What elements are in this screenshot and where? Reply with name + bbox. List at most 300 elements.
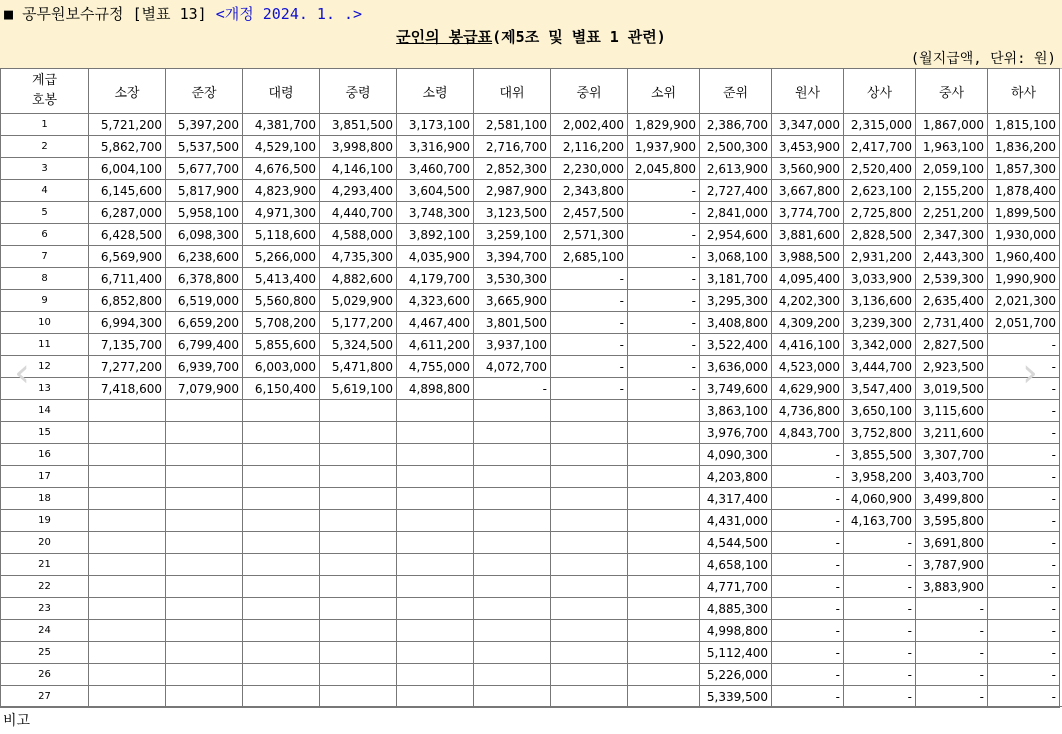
table-row <box>1 422 1060 444</box>
salary-cell <box>243 576 320 598</box>
salary-cell <box>397 532 474 554</box>
salary-cell: 6,238,600 <box>166 246 243 268</box>
salary-cell: - <box>988 488 1060 510</box>
salary-cell: - <box>988 598 1060 620</box>
salary-cell: 2,581,100 <box>474 114 551 136</box>
salary-cell: 4,544,500 <box>700 532 772 554</box>
salary-cell <box>166 466 243 488</box>
salary-cell: 3,347,000 <box>772 114 844 136</box>
salary-cell <box>243 554 320 576</box>
salary-cell: 6,852,800 <box>89 290 166 312</box>
table-row <box>1 202 1060 224</box>
salary-cell: - <box>772 620 844 642</box>
salary-cell <box>551 598 628 620</box>
salary-cell: 3,937,100 <box>474 334 551 356</box>
salary-cell <box>397 686 474 708</box>
salary-cell: - <box>551 378 628 400</box>
table-row <box>1 686 1060 708</box>
salary-cell: 4,771,700 <box>700 576 772 598</box>
salary-cell: 7,135,700 <box>89 334 166 356</box>
salary-cell: 5,619,100 <box>320 378 397 400</box>
salary-cell: 1,937,900 <box>628 136 700 158</box>
salary-cell <box>397 488 474 510</box>
salary-cell: - <box>628 224 700 246</box>
salary-cell: 4,611,200 <box>397 334 474 356</box>
salary-cell <box>474 488 551 510</box>
salary-cell: 2,500,300 <box>700 136 772 158</box>
salary-cell: 3,522,400 <box>700 334 772 356</box>
salary-cell <box>320 576 397 598</box>
salary-cell <box>628 488 700 510</box>
salary-cell <box>89 620 166 642</box>
salary-cell: 3,667,800 <box>772 180 844 202</box>
salary-cell: 2,931,200 <box>844 246 916 268</box>
salary-cell: 6,519,000 <box>166 290 243 312</box>
chevron-right-icon[interactable]: › <box>1022 350 1038 396</box>
step-cell: 17 <box>1 466 89 488</box>
salary-cell: 5,560,800 <box>243 290 320 312</box>
table-row <box>1 642 1060 664</box>
salary-cell <box>166 686 243 708</box>
chevron-left-icon[interactable]: ‹ <box>14 350 30 396</box>
salary-cell: 3,691,800 <box>916 532 988 554</box>
salary-cell: 3,453,900 <box>772 136 844 158</box>
salary-cell: 3,787,900 <box>916 554 988 576</box>
salary-cell: 3,851,500 <box>320 114 397 136</box>
salary-cell <box>474 422 551 444</box>
salary-cell: - <box>988 620 1060 642</box>
step-cell: 4 <box>1 180 89 202</box>
salary-cell: 5,177,200 <box>320 312 397 334</box>
salary-cell: - <box>988 576 1060 598</box>
salary-cell <box>243 510 320 532</box>
salary-cell: 3,444,700 <box>844 356 916 378</box>
salary-cell <box>474 598 551 620</box>
column-header: 상사 <box>844 69 916 114</box>
table-row <box>1 400 1060 422</box>
salary-cell: - <box>628 246 700 268</box>
salary-cell: 4,467,400 <box>397 312 474 334</box>
salary-cell <box>243 686 320 708</box>
salary-cell: 4,440,700 <box>320 202 397 224</box>
table-row <box>1 180 1060 202</box>
salary-cell: - <box>988 664 1060 686</box>
salary-cell <box>628 510 700 532</box>
step-cell: 23 <box>1 598 89 620</box>
salary-cell: 4,431,000 <box>700 510 772 532</box>
salary-cell <box>243 620 320 642</box>
regulation-name: 공무원보수규정 [별표 13] <box>22 5 207 23</box>
salary-cell: - <box>772 554 844 576</box>
step-cell: 2 <box>1 136 89 158</box>
salary-cell: 5,118,600 <box>243 224 320 246</box>
step-cell: 21 <box>1 554 89 576</box>
salary-cell: - <box>551 290 628 312</box>
salary-cell: 4,676,500 <box>243 158 320 180</box>
step-cell: 16 <box>1 444 89 466</box>
step-cell: 7 <box>1 246 89 268</box>
column-header: 준위 <box>700 69 772 114</box>
table-row <box>1 532 1060 554</box>
salary-cell: 2,613,900 <box>700 158 772 180</box>
step-cell: 5 <box>1 202 89 224</box>
salary-cell: 4,146,100 <box>320 158 397 180</box>
salary-cell: 5,397,200 <box>166 114 243 136</box>
salary-cell <box>628 576 700 598</box>
salary-cell <box>397 620 474 642</box>
step-cell: 8 <box>1 268 89 290</box>
salary-cell: - <box>628 334 700 356</box>
salary-cell <box>320 686 397 708</box>
column-header: 중위 <box>551 69 628 114</box>
salary-cell: 4,588,000 <box>320 224 397 246</box>
salary-cell: 3,855,500 <box>844 444 916 466</box>
salary-cell: 3,460,700 <box>397 158 474 180</box>
salary-cell <box>628 598 700 620</box>
salary-cell: 1,867,000 <box>916 114 988 136</box>
salary-cell: 2,852,300 <box>474 158 551 180</box>
salary-cell: 5,817,900 <box>166 180 243 202</box>
salary-cell <box>166 642 243 664</box>
salary-cell: 6,098,300 <box>166 224 243 246</box>
salary-cell: 4,163,700 <box>844 510 916 532</box>
salary-cell <box>551 510 628 532</box>
salary-cell <box>551 444 628 466</box>
salary-cell: 5,324,500 <box>320 334 397 356</box>
table-row <box>1 378 1060 400</box>
table-title-suffix: (제5조 및 별표 1 관련) <box>492 28 666 46</box>
salary-cell: 6,569,900 <box>89 246 166 268</box>
column-header: 소장 <box>89 69 166 114</box>
salary-cell: 3,295,300 <box>700 290 772 312</box>
salary-cell: - <box>628 290 700 312</box>
salary-cell: - <box>772 510 844 532</box>
salary-cell <box>166 598 243 620</box>
salary-cell: 4,035,900 <box>397 246 474 268</box>
salary-cell <box>166 620 243 642</box>
table-row <box>1 466 1060 488</box>
salary-cell <box>474 686 551 708</box>
step-cell: 11 <box>1 334 89 356</box>
salary-cell: 2,539,300 <box>916 268 988 290</box>
salary-cell: - <box>772 576 844 598</box>
salary-cell: - <box>916 664 988 686</box>
salary-cell: 4,736,800 <box>772 400 844 422</box>
salary-cell <box>397 664 474 686</box>
salary-cell <box>474 620 551 642</box>
salary-cell <box>551 532 628 554</box>
salary-cell <box>243 444 320 466</box>
salary-cell: 5,721,200 <box>89 114 166 136</box>
salary-cell <box>551 686 628 708</box>
step-cell: 14 <box>1 400 89 422</box>
table-row <box>1 664 1060 686</box>
table-row <box>1 554 1060 576</box>
step-cell: 26 <box>1 664 89 686</box>
salary-cell: 1,829,900 <box>628 114 700 136</box>
table-row <box>1 334 1060 356</box>
salary-cell: 7,277,200 <box>89 356 166 378</box>
salary-cell: 3,881,600 <box>772 224 844 246</box>
salary-cell: 1,963,100 <box>916 136 988 158</box>
salary-cell: 4,202,300 <box>772 290 844 312</box>
table-title-main: 군인의 봉급표 <box>396 28 493 46</box>
salary-cell: 6,150,400 <box>243 378 320 400</box>
table-row <box>1 268 1060 290</box>
salary-cell: 3,342,000 <box>844 334 916 356</box>
step-cell: 18 <box>1 488 89 510</box>
pay-table <box>0 68 1060 708</box>
salary-cell <box>551 400 628 422</box>
salary-cell <box>320 532 397 554</box>
salary-cell: 3,988,500 <box>772 246 844 268</box>
salary-cell: - <box>916 620 988 642</box>
salary-cell <box>243 466 320 488</box>
salary-cell: 2,635,400 <box>916 290 988 312</box>
salary-cell: 6,378,800 <box>166 268 243 290</box>
salary-cell <box>397 576 474 598</box>
revision-link[interactable]: <개정 2024. 1. .> <box>215 5 363 23</box>
salary-cell: 7,079,900 <box>166 378 243 400</box>
salary-cell <box>89 576 166 598</box>
salary-cell: - <box>988 378 1060 400</box>
salary-cell: 5,471,800 <box>320 356 397 378</box>
table-title <box>0 26 1062 47</box>
step-cell: 12 <box>1 356 89 378</box>
column-header: 중사 <box>916 69 988 114</box>
salary-cell: 3,068,100 <box>700 246 772 268</box>
salary-cell <box>166 488 243 510</box>
salary-cell <box>89 510 166 532</box>
salary-cell: 3,239,300 <box>844 312 916 334</box>
salary-cell: 3,123,500 <box>474 202 551 224</box>
salary-cell <box>628 400 700 422</box>
salary-cell: 5,339,500 <box>700 686 772 708</box>
salary-cell: 2,386,700 <box>700 114 772 136</box>
salary-cell <box>320 598 397 620</box>
salary-cell: 1,899,500 <box>988 202 1060 224</box>
salary-cell: 3,403,700 <box>916 466 988 488</box>
salary-cell: - <box>988 510 1060 532</box>
salary-cell: 2,841,000 <box>700 202 772 224</box>
step-cell: 1 <box>1 114 89 136</box>
salary-cell: 3,650,100 <box>844 400 916 422</box>
column-header: 대위 <box>474 69 551 114</box>
column-header: 원사 <box>772 69 844 114</box>
salary-cell: 3,665,900 <box>474 290 551 312</box>
salary-cell: 4,523,000 <box>772 356 844 378</box>
salary-cell: 2,021,300 <box>988 290 1060 312</box>
salary-cell: 2,230,000 <box>551 158 628 180</box>
salary-cell: 4,629,900 <box>772 378 844 400</box>
table-row <box>1 114 1060 136</box>
salary-cell <box>397 642 474 664</box>
salary-cell <box>243 488 320 510</box>
salary-cell: 3,136,600 <box>844 290 916 312</box>
salary-cell: 1,836,200 <box>988 136 1060 158</box>
salary-cell <box>551 554 628 576</box>
table-row <box>1 598 1060 620</box>
salary-cell <box>397 510 474 532</box>
salary-cell: - <box>551 334 628 356</box>
salary-cell <box>474 510 551 532</box>
salary-cell: 4,060,900 <box>844 488 916 510</box>
salary-cell <box>397 400 474 422</box>
column-header: 소위 <box>628 69 700 114</box>
salary-cell: 3,774,700 <box>772 202 844 224</box>
salary-cell: 4,309,200 <box>772 312 844 334</box>
salary-cell <box>474 466 551 488</box>
salary-cell: 3,394,700 <box>474 246 551 268</box>
salary-cell: - <box>988 686 1060 708</box>
salary-cell: 4,823,900 <box>243 180 320 202</box>
salary-cell <box>474 400 551 422</box>
salary-cell <box>166 532 243 554</box>
salary-cell: 4,317,400 <box>700 488 772 510</box>
salary-cell <box>89 444 166 466</box>
salary-cell: - <box>988 554 1060 576</box>
step-cell: 22 <box>1 576 89 598</box>
column-header: 대령 <box>243 69 320 114</box>
square-bullet: ■ <box>4 5 14 23</box>
salary-cell: 6,939,700 <box>166 356 243 378</box>
salary-cell: 4,735,300 <box>320 246 397 268</box>
table-row <box>1 620 1060 642</box>
unit-note: (월지급액, 단위: 원) <box>910 51 1056 67</box>
salary-cell: - <box>772 488 844 510</box>
salary-cell: 2,716,700 <box>474 136 551 158</box>
salary-cell <box>628 466 700 488</box>
salary-cell <box>397 598 474 620</box>
salary-cell: 1,815,100 <box>988 114 1060 136</box>
salary-cell: 3,863,100 <box>700 400 772 422</box>
salary-cell: 4,203,800 <box>700 466 772 488</box>
salary-cell: - <box>628 268 700 290</box>
column-header: 준장 <box>166 69 243 114</box>
salary-cell: 1,960,400 <box>988 246 1060 268</box>
salary-cell: 5,112,400 <box>700 642 772 664</box>
salary-cell: 6,004,100 <box>89 158 166 180</box>
salary-cell <box>320 422 397 444</box>
salary-cell: 7,418,600 <box>89 378 166 400</box>
salary-cell: 2,343,800 <box>551 180 628 202</box>
table-row <box>1 488 1060 510</box>
salary-cell: 2,002,400 <box>551 114 628 136</box>
step-cell: 19 <box>1 510 89 532</box>
salary-cell <box>320 554 397 576</box>
salary-cell: - <box>772 532 844 554</box>
salary-cell: 2,623,100 <box>844 180 916 202</box>
salary-cell: - <box>628 378 700 400</box>
salary-cell: 6,659,200 <box>166 312 243 334</box>
salary-cell: 4,090,300 <box>700 444 772 466</box>
salary-cell <box>89 664 166 686</box>
rank-step-header <box>1 69 89 114</box>
step-cell: 9 <box>1 290 89 312</box>
salary-cell: - <box>988 400 1060 422</box>
salary-cell: 4,843,700 <box>772 422 844 444</box>
salary-cell: 3,316,900 <box>397 136 474 158</box>
salary-cell: - <box>628 312 700 334</box>
salary-cell: 4,998,800 <box>700 620 772 642</box>
salary-cell: - <box>844 554 916 576</box>
salary-cell: 4,658,100 <box>700 554 772 576</box>
salary-cell <box>166 400 243 422</box>
salary-cell <box>474 444 551 466</box>
salary-cell: 6,287,000 <box>89 202 166 224</box>
salary-cell: 2,347,300 <box>916 224 988 246</box>
salary-cell <box>89 400 166 422</box>
step-cell: 6 <box>1 224 89 246</box>
salary-cell: - <box>988 532 1060 554</box>
salary-cell: 2,417,700 <box>844 136 916 158</box>
table-row <box>1 246 1060 268</box>
salary-cell: 4,529,100 <box>243 136 320 158</box>
salary-cell: 2,828,500 <box>844 224 916 246</box>
salary-cell: - <box>988 356 1060 378</box>
salary-cell: 3,560,900 <box>772 158 844 180</box>
salary-cell <box>474 532 551 554</box>
salary-cell: 4,293,400 <box>320 180 397 202</box>
salary-cell <box>89 466 166 488</box>
salary-cell <box>166 554 243 576</box>
salary-cell: 3,211,600 <box>916 422 988 444</box>
salary-cell <box>243 532 320 554</box>
salary-cell: 5,958,100 <box>166 202 243 224</box>
salary-cell: 1,930,000 <box>988 224 1060 246</box>
salary-cell <box>551 620 628 642</box>
salary-cell: 6,428,500 <box>89 224 166 246</box>
salary-cell <box>628 422 700 444</box>
salary-cell: 2,051,700 <box>988 312 1060 334</box>
salary-cell <box>166 444 243 466</box>
salary-cell <box>397 422 474 444</box>
salary-cell: 2,520,400 <box>844 158 916 180</box>
table-row <box>1 224 1060 246</box>
salary-cell <box>628 686 700 708</box>
salary-cell: - <box>772 444 844 466</box>
salary-cell <box>628 664 700 686</box>
salary-cell: 2,116,200 <box>551 136 628 158</box>
salary-cell <box>474 642 551 664</box>
salary-cell: 1,857,300 <box>988 158 1060 180</box>
salary-cell: - <box>772 466 844 488</box>
salary-cell: - <box>988 466 1060 488</box>
salary-cell: 3,998,800 <box>320 136 397 158</box>
salary-cell: 3,408,800 <box>700 312 772 334</box>
salary-cell <box>628 642 700 664</box>
salary-cell: - <box>844 576 916 598</box>
salary-cell: - <box>844 532 916 554</box>
table-row <box>1 158 1060 180</box>
salary-cell: - <box>772 686 844 708</box>
salary-cell <box>474 554 551 576</box>
step-cell: 10 <box>1 312 89 334</box>
document-header <box>0 0 1062 69</box>
salary-cell <box>320 488 397 510</box>
salary-cell: 2,987,900 <box>474 180 551 202</box>
salary-cell: 2,443,300 <box>916 246 988 268</box>
salary-cell: 5,226,000 <box>700 664 772 686</box>
salary-cell: - <box>844 686 916 708</box>
salary-cell <box>320 444 397 466</box>
salary-cell: 3,801,500 <box>474 312 551 334</box>
column-header: 소령 <box>397 69 474 114</box>
salary-cell: 2,827,500 <box>916 334 988 356</box>
step-cell: 25 <box>1 642 89 664</box>
salary-cell <box>320 400 397 422</box>
salary-cell: 4,323,600 <box>397 290 474 312</box>
